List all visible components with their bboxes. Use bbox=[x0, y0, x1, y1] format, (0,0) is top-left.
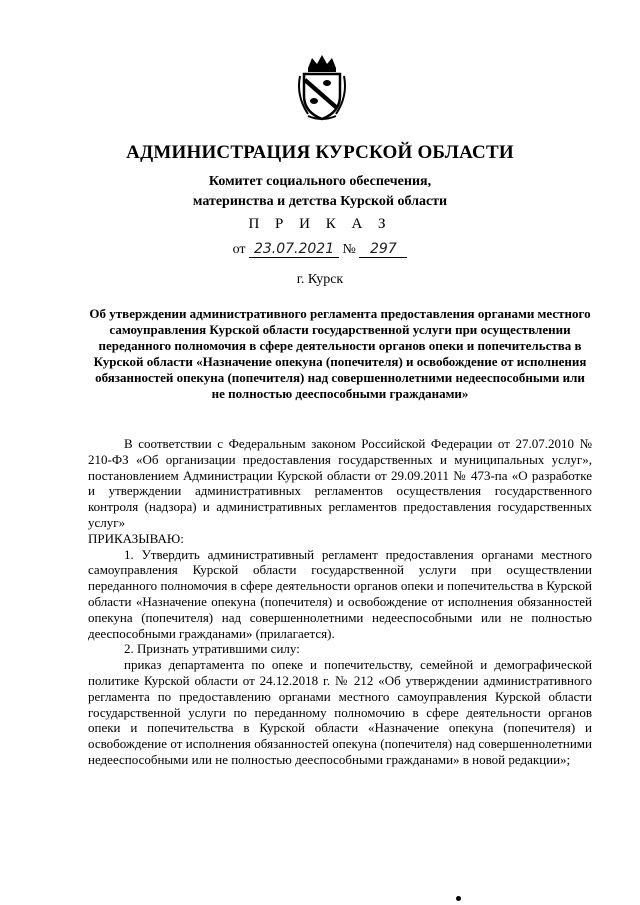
committee-line-1: Комитет социального обеспечения, bbox=[208, 174, 432, 189]
item-1: 1. Утвердить административный регламент предоставления органами местного самоуправления Курской области государственной услуги при осуществлении переданного полномочия в сфере деятельности органов опеки и попечительства в Курской области «Назначение опекуна (попечителя) и освобождение от исполнения обязанностей опекуна (попечителя) над совершеннолетними недееспособными или не полностью дееспособными гражданами» (прилагается). bbox=[88, 546, 592, 641]
city: г. Курск bbox=[296, 272, 344, 287]
organization-title: АДМИНИСТРАЦИЯ КУРСКОЙ ОБЛАСТИ bbox=[126, 142, 514, 163]
item-2: 2. Признать утратившими силу: bbox=[124, 641, 300, 657]
item-2-subitem: приказ департамента по опеке и попечительству, семейной и демографической политике Курской области от 24.12.2018 г. № 212 «Об утверждении административного регламента по предоставлению органами местного самоуправления Курской области государственной услуги по переданному полномочию в сфере деятельности органов опеки и попечительства в Курской области «Назначение опекуна (попечителя) и освобождение от исполнения обязанностей опекуна (попечителя) над совершеннолетними недееспособными или не полностью дееспособными гражданами» в новой редакции»; bbox=[88, 657, 592, 767]
intro-paragraph: В соответствии с Федеральным законом Российской Федерации от 27.07.2010 № 210-ФЗ «Об организации предоставления государственных и муниципальных услуг», постановлением Администрации Курской области от 29.09.2011 № 473-па «О разработке и утверждении административных регламентов осуществления государственного контроля (надзора) и административных регламентов предоставления государственных услуг» bbox=[88, 436, 592, 530]
order-type: П Р И К А З bbox=[248, 216, 392, 232]
order-date-line bbox=[0, 241, 640, 258]
committee-name bbox=[0, 172, 640, 212]
order-word: ПРИКАЗЫВАЮ: bbox=[88, 530, 184, 546]
from-label: от bbox=[232, 242, 246, 257]
number-label: № bbox=[342, 242, 356, 257]
committee-line-2: материнства и детства Курской области bbox=[192, 194, 448, 209]
kursk-coat-of-arms-icon bbox=[294, 52, 350, 122]
document-body bbox=[88, 436, 592, 768]
order-date: 23.07.2021 bbox=[249, 241, 339, 258]
page-mark bbox=[456, 896, 461, 901]
order-number: 297 bbox=[359, 241, 407, 258]
document-title: Об утверждении административного регламента предоставления органами местного самоуправления Курской области государственной услуги при осуществлении переданного полномочия в сфере деятельности органов опеки и попечительства в Курской области «Назначение опекуна (попечителя) и освобождение от исполнения обязанностей опекуна (попечителя) над совершеннолетними недееспособными или не полностью дееспособными гражданами» bbox=[89, 306, 591, 401]
